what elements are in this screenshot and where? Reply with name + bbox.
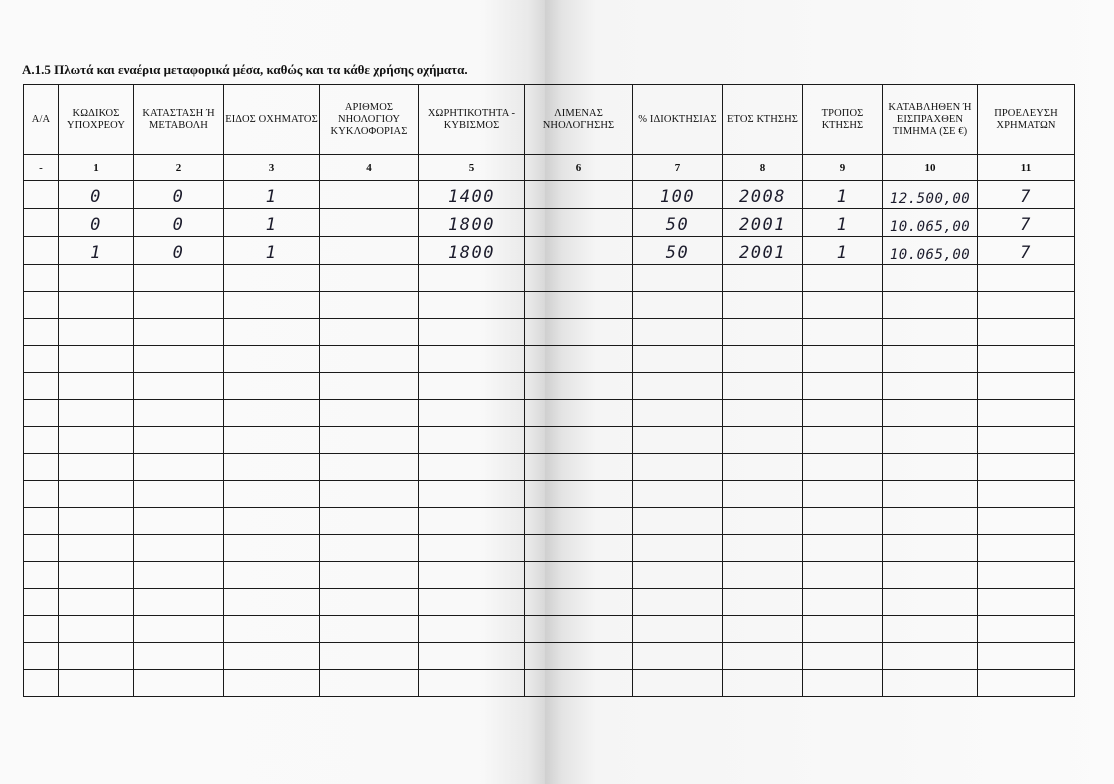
empty-cell xyxy=(134,508,224,535)
empty-cell xyxy=(134,427,224,454)
empty-cell xyxy=(803,265,883,292)
empty-cell xyxy=(224,670,320,697)
empty-cell xyxy=(803,454,883,481)
empty-cell xyxy=(59,265,134,292)
empty-cell xyxy=(59,373,134,400)
empty-cell xyxy=(883,292,978,319)
empty-cell xyxy=(883,400,978,427)
empty-cell xyxy=(419,427,525,454)
empty-cell xyxy=(419,319,525,346)
empty-cell xyxy=(320,616,419,643)
empty-cell xyxy=(134,454,224,481)
empty-cell xyxy=(978,346,1075,373)
empty-cell xyxy=(803,643,883,670)
col-num: 5 xyxy=(419,155,525,181)
empty-cell xyxy=(978,670,1075,697)
empty-cell xyxy=(224,346,320,373)
col-num: 1 xyxy=(59,155,134,181)
empty-table-row xyxy=(24,481,1075,508)
cell-katastasi: 0 xyxy=(134,237,224,265)
empty-cell xyxy=(224,292,320,319)
empty-cell xyxy=(978,535,1075,562)
empty-cell xyxy=(525,589,633,616)
cell-katastasi: 0 xyxy=(134,209,224,237)
empty-cell xyxy=(59,643,134,670)
empty-cell xyxy=(24,265,59,292)
empty-cell xyxy=(723,292,803,319)
empty-cell xyxy=(320,454,419,481)
empty-cell xyxy=(723,373,803,400)
empty-cell xyxy=(419,616,525,643)
empty-cell xyxy=(633,589,723,616)
empty-cell xyxy=(978,508,1075,535)
empty-cell xyxy=(24,400,59,427)
col-header-tropos: ΤΡΟΠΟΣ ΚΤΗΣΗΣ xyxy=(803,85,883,155)
cell-proeleusi: 7 xyxy=(978,181,1075,209)
empty-cell xyxy=(525,454,633,481)
cell-etos: 2001 xyxy=(723,237,803,265)
empty-cell xyxy=(883,265,978,292)
cell-aa xyxy=(24,209,59,237)
empty-cell xyxy=(134,535,224,562)
cell-arithmos xyxy=(320,181,419,209)
empty-table-row xyxy=(24,265,1075,292)
empty-cell xyxy=(59,454,134,481)
empty-cell xyxy=(59,292,134,319)
empty-cell xyxy=(633,319,723,346)
empty-cell xyxy=(525,670,633,697)
col-header-katastasi: ΚΑΤΑΣΤΑΣΗ Ή ΜΕΤΑΒΟΛΗ xyxy=(134,85,224,155)
empty-cell xyxy=(419,292,525,319)
empty-cell xyxy=(633,265,723,292)
cell-pososto: 100 xyxy=(633,181,723,209)
cell-timima: 10.065,00 xyxy=(883,209,978,237)
empty-cell xyxy=(803,400,883,427)
cell-arithmos xyxy=(320,237,419,265)
empty-cell xyxy=(320,562,419,589)
empty-cell xyxy=(59,535,134,562)
empty-table-row xyxy=(24,346,1075,373)
empty-cell xyxy=(224,616,320,643)
empty-cell xyxy=(723,589,803,616)
table-row xyxy=(24,209,1075,237)
empty-cell xyxy=(803,670,883,697)
empty-cell xyxy=(24,535,59,562)
cell-kodikos: 0 xyxy=(59,181,134,209)
table-row xyxy=(24,237,1075,265)
empty-table-row xyxy=(24,535,1075,562)
empty-cell xyxy=(24,454,59,481)
empty-cell xyxy=(978,319,1075,346)
empty-cell xyxy=(883,562,978,589)
empty-cell xyxy=(525,400,633,427)
col-header-eidos: ΕΙΔΟΣ ΟΧΗΜΑΤΟΣ xyxy=(224,85,320,155)
empty-cell xyxy=(134,589,224,616)
empty-cell xyxy=(419,481,525,508)
empty-cell xyxy=(883,643,978,670)
empty-cell xyxy=(883,481,978,508)
empty-cell xyxy=(134,373,224,400)
col-num: 8 xyxy=(723,155,803,181)
cell-aa xyxy=(24,237,59,265)
empty-cell xyxy=(24,427,59,454)
empty-cell xyxy=(59,508,134,535)
empty-cell xyxy=(633,481,723,508)
empty-cell xyxy=(224,427,320,454)
empty-cell xyxy=(224,400,320,427)
empty-cell xyxy=(883,589,978,616)
empty-cell xyxy=(525,643,633,670)
empty-cell xyxy=(24,292,59,319)
empty-cell xyxy=(320,346,419,373)
empty-cell xyxy=(525,346,633,373)
col-header-kodikos: ΚΩΔΙΚΟΣ ΥΠΟΧΡΕΟΥ xyxy=(59,85,134,155)
empty-cell xyxy=(978,427,1075,454)
empty-cell xyxy=(24,481,59,508)
empty-cell xyxy=(723,643,803,670)
cell-limenas xyxy=(525,181,633,209)
empty-cell xyxy=(883,319,978,346)
empty-cell xyxy=(525,373,633,400)
empty-cell xyxy=(978,454,1075,481)
empty-cell xyxy=(633,373,723,400)
empty-cell xyxy=(59,400,134,427)
empty-cell xyxy=(633,670,723,697)
empty-cell xyxy=(525,616,633,643)
empty-cell xyxy=(978,373,1075,400)
empty-cell xyxy=(134,562,224,589)
empty-cell xyxy=(24,589,59,616)
empty-table-row xyxy=(24,508,1075,535)
empty-cell xyxy=(633,562,723,589)
empty-cell xyxy=(978,400,1075,427)
col-header-arithmos: ΑΡΙΘΜΟΣ ΝΗΟΛΟΓΙΟΥ ΚΥΚΛΟΦΟΡΙΑΣ xyxy=(320,85,419,155)
empty-cell xyxy=(419,454,525,481)
empty-cell xyxy=(803,292,883,319)
cell-xoritikotita: 1800 xyxy=(419,209,525,237)
col-header-etos: ΕΤΟΣ ΚΤΗΣΗΣ xyxy=(723,85,803,155)
cell-pososto: 50 xyxy=(633,237,723,265)
empty-cell xyxy=(419,589,525,616)
empty-cell xyxy=(320,400,419,427)
empty-cell xyxy=(633,454,723,481)
empty-cell xyxy=(525,319,633,346)
col-num: 7 xyxy=(633,155,723,181)
empty-cell xyxy=(320,643,419,670)
empty-cell xyxy=(59,481,134,508)
cell-timima: 10.065,00 xyxy=(883,237,978,265)
empty-cell xyxy=(320,589,419,616)
cell-eidos: 1 xyxy=(224,237,320,265)
empty-cell xyxy=(883,454,978,481)
col-header-proeleusi: ΠΡΟΕΛΕΥΣΗ ΧΡΗΜΑΤΩΝ xyxy=(978,85,1075,155)
empty-cell xyxy=(419,373,525,400)
empty-cell xyxy=(134,346,224,373)
empty-cell xyxy=(633,400,723,427)
empty-cell xyxy=(978,481,1075,508)
empty-cell xyxy=(883,373,978,400)
empty-cell xyxy=(723,454,803,481)
empty-cell xyxy=(224,373,320,400)
empty-cell xyxy=(419,562,525,589)
empty-cell xyxy=(134,292,224,319)
empty-cell xyxy=(633,346,723,373)
empty-cell xyxy=(320,670,419,697)
empty-cell xyxy=(723,535,803,562)
cell-timima: 12.500,00 xyxy=(883,181,978,209)
empty-cell xyxy=(723,481,803,508)
empty-cell xyxy=(723,427,803,454)
col-num: 3 xyxy=(224,155,320,181)
empty-cell xyxy=(723,346,803,373)
col-header-limenas: ΛΙΜΕΝΑΣ ΝΗΟΛΟΓΗΣΗΣ xyxy=(525,85,633,155)
col-num: - xyxy=(24,155,59,181)
empty-cell xyxy=(24,373,59,400)
empty-cell xyxy=(803,373,883,400)
cell-xoritikotita: 1400 xyxy=(419,181,525,209)
empty-cell xyxy=(320,265,419,292)
empty-cell xyxy=(803,508,883,535)
empty-table-row xyxy=(24,454,1075,481)
empty-cell xyxy=(419,670,525,697)
cell-eidos: 1 xyxy=(224,209,320,237)
empty-cell xyxy=(224,319,320,346)
empty-cell xyxy=(224,481,320,508)
empty-cell xyxy=(525,562,633,589)
empty-cell xyxy=(224,454,320,481)
empty-cell xyxy=(419,643,525,670)
cell-tropos: 1 xyxy=(803,209,883,237)
empty-cell xyxy=(723,265,803,292)
empty-cell xyxy=(320,481,419,508)
col-num: 11 xyxy=(978,155,1075,181)
empty-cell xyxy=(723,670,803,697)
cell-etos: 2001 xyxy=(723,209,803,237)
empty-cell xyxy=(59,427,134,454)
empty-cell xyxy=(134,481,224,508)
empty-cell xyxy=(134,616,224,643)
empty-cell xyxy=(24,616,59,643)
col-num: 10 xyxy=(883,155,978,181)
cell-etos: 2008 xyxy=(723,181,803,209)
empty-cell xyxy=(803,346,883,373)
empty-cell xyxy=(419,265,525,292)
empty-cell xyxy=(633,427,723,454)
empty-cell xyxy=(59,616,134,643)
empty-cell xyxy=(633,535,723,562)
cell-arithmos xyxy=(320,209,419,237)
empty-cell xyxy=(24,643,59,670)
empty-cell xyxy=(803,589,883,616)
empty-cell xyxy=(723,616,803,643)
empty-cell xyxy=(978,589,1075,616)
empty-cell xyxy=(320,535,419,562)
empty-cell xyxy=(134,319,224,346)
empty-cell xyxy=(723,562,803,589)
empty-cell xyxy=(803,481,883,508)
col-num: 2 xyxy=(134,155,224,181)
empty-cell xyxy=(803,427,883,454)
empty-cell xyxy=(224,643,320,670)
col-header-pososto: % ΙΔΙΟΚΤΗΣΙΑΣ xyxy=(633,85,723,155)
empty-cell xyxy=(419,535,525,562)
empty-cell xyxy=(224,562,320,589)
empty-cell xyxy=(723,508,803,535)
table-row xyxy=(24,181,1075,209)
empty-table-row xyxy=(24,616,1075,643)
empty-cell xyxy=(803,319,883,346)
empty-cell xyxy=(978,292,1075,319)
empty-cell xyxy=(320,373,419,400)
cell-limenas xyxy=(525,237,633,265)
empty-cell xyxy=(883,616,978,643)
empty-cell xyxy=(419,400,525,427)
empty-cell xyxy=(633,508,723,535)
col-header-xoritikotita: ΧΩΡΗΤΙΚΟΤΗΤΑ - ΚΥΒΙΣΜΟΣ xyxy=(419,85,525,155)
cell-limenas xyxy=(525,209,633,237)
empty-cell xyxy=(320,292,419,319)
empty-cell xyxy=(803,562,883,589)
empty-cell xyxy=(59,346,134,373)
empty-cell xyxy=(24,319,59,346)
header-row xyxy=(24,85,1075,155)
empty-cell xyxy=(419,346,525,373)
empty-cell xyxy=(320,508,419,535)
empty-cell xyxy=(978,562,1075,589)
empty-cell xyxy=(978,616,1075,643)
cell-pososto: 50 xyxy=(633,209,723,237)
empty-cell xyxy=(883,427,978,454)
empty-table-row xyxy=(24,427,1075,454)
cell-xoritikotita: 1800 xyxy=(419,237,525,265)
empty-cell xyxy=(134,670,224,697)
empty-cell xyxy=(224,265,320,292)
empty-cell xyxy=(134,265,224,292)
cell-tropos: 1 xyxy=(803,237,883,265)
empty-cell xyxy=(59,670,134,697)
empty-cell xyxy=(134,643,224,670)
empty-cell xyxy=(723,319,803,346)
col-num: 6 xyxy=(525,155,633,181)
empty-cell xyxy=(419,508,525,535)
empty-cell xyxy=(525,481,633,508)
col-header-timima: ΚΑΤΑΒΛΗΘΕΝ Ή ΕΙΣΠΡΑΧΘΕΝ ΤΙΜΗΜΑ (ΣΕ €) xyxy=(883,85,978,155)
empty-cell xyxy=(224,535,320,562)
empty-cell xyxy=(525,535,633,562)
col-num: 4 xyxy=(320,155,419,181)
empty-cell xyxy=(59,562,134,589)
empty-cell xyxy=(803,535,883,562)
section-title: Α.1.5 Πλωτά και εναέρια μεταφορικά μέσα, καθώς και τα κάθε χρήσης οχήματα. xyxy=(22,62,468,77)
empty-cell xyxy=(59,589,134,616)
empty-cell xyxy=(24,346,59,373)
empty-cell xyxy=(525,292,633,319)
empty-cell xyxy=(633,643,723,670)
cell-eidos: 1 xyxy=(224,181,320,209)
col-header-aa: Α/Α xyxy=(24,85,59,155)
cell-kodikos: 1 xyxy=(59,237,134,265)
empty-table-row xyxy=(24,643,1075,670)
empty-table-row xyxy=(24,670,1075,697)
empty-cell xyxy=(525,265,633,292)
empty-cell xyxy=(883,508,978,535)
empty-cell xyxy=(320,319,419,346)
empty-cell xyxy=(883,670,978,697)
empty-table-row xyxy=(24,373,1075,400)
empty-table-row xyxy=(24,319,1075,346)
empty-cell xyxy=(633,292,723,319)
cell-proeleusi: 7 xyxy=(978,209,1075,237)
cell-aa xyxy=(24,181,59,209)
empty-cell xyxy=(59,319,134,346)
cell-tropos: 1 xyxy=(803,181,883,209)
empty-table-row xyxy=(24,562,1075,589)
empty-cell xyxy=(224,508,320,535)
empty-table-row xyxy=(24,400,1075,427)
empty-table-row xyxy=(24,589,1075,616)
empty-cell xyxy=(633,616,723,643)
cell-proeleusi: 7 xyxy=(978,237,1075,265)
vehicles-table xyxy=(23,84,1075,697)
cell-katastasi: 0 xyxy=(134,181,224,209)
cell-kodikos: 0 xyxy=(59,209,134,237)
empty-cell xyxy=(24,670,59,697)
empty-cell xyxy=(525,508,633,535)
column-number-row xyxy=(24,155,1075,181)
empty-cell xyxy=(224,589,320,616)
empty-cell xyxy=(24,562,59,589)
empty-cell xyxy=(24,508,59,535)
empty-cell xyxy=(723,400,803,427)
col-num: 9 xyxy=(803,155,883,181)
empty-cell xyxy=(883,346,978,373)
empty-cell xyxy=(978,265,1075,292)
empty-cell xyxy=(803,616,883,643)
empty-cell xyxy=(978,643,1075,670)
empty-cell xyxy=(320,427,419,454)
empty-table-row xyxy=(24,292,1075,319)
empty-cell xyxy=(134,400,224,427)
empty-cell xyxy=(525,427,633,454)
empty-cell xyxy=(883,535,978,562)
